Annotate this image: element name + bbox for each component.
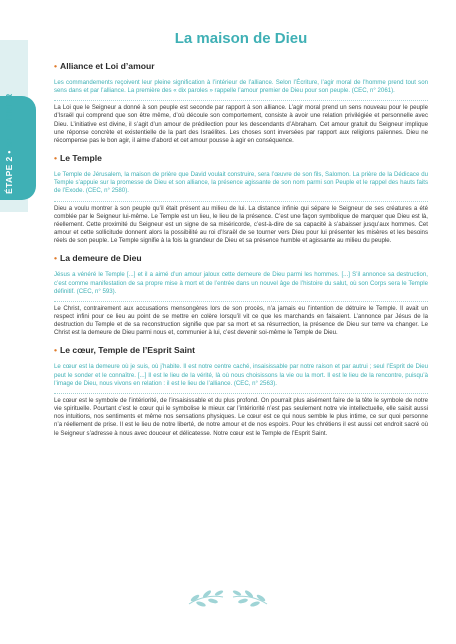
side-tab-label [4,93,14,194]
page-content [54,26,428,444]
bullet-icon: • [54,153,58,164]
section-heading: • La demeure de Dieu [54,253,142,264]
bullet-icon: • [54,61,58,71]
section-quote: Les commandements reçoivent leur pleine signification à l’intérieur de l’alliance. Selon l’Écriture, l’agir moral de l’homme prend tout son sens dans et par l’alliance. La première des « dix paroles » rappelle l’amour premier de Dieu pour son peuple. (CEC, n° 2061). [54,79,428,95]
section-temple [54,153,428,245]
section-demeure [54,253,428,337]
bullet-icon: • [54,345,58,356]
section-body: Dieu a voulu montrer à son peuple qu’il était présent au milieu de lui. La distance infinie qui sépare le Seigneur de ses créatures a été comblée par le Seigneur lui-même. Le Temple est un lieu, le lieu de la présence. C’est une façon symbolique de marquer que Dieu est là, réellement. Cette proximité du Seigneur est un signe de sa miséricorde, c’est-à-dire de sa capacité à s’abaisser jusqu’aux hommes. Cet amour et cette sollicitude donnent alors la possibilité au roi d’Israël de se tourner vers Dieu pour lui présenter les misères et les besoins réels de son peuple. Le Temple signifie à la fois la grandeur de Dieu et sa présence humble et agissante au milieu du peuple. [54,204,428,245]
section-heading: • Alliance et Loi d’amour [54,61,155,71]
page-title: La maison de Dieu [174,30,308,47]
section-body: Le Christ, contrairement aux accusations mensongères lors de son procès, n’a jamais eu l’intention de détruire le Temple. Il avait un respect infini pour ce lieu au point de se mettre en colère lorsqu’il vit ce que les marchands en faisaient. L’annonce par Jésus de la destruction du Temple et de sa reconstruction signifie que par sa mort et sa résurrection, la présence de Dieu sur terre va changer. Le Christ est la demeure de Dieu parmi nous et, communier à lui, c’est devenir soi-même le Temple de Dieu. [54,304,428,337]
olive-branch-icon [183,586,273,608]
dotted-divider [54,393,428,394]
side-tab-subtitle: SE FORMER [4,93,14,148]
section-body: Le cœur est le symbole de l’intériorité, de l’insaisissable et du plus profond. On pourrait plus aisément faire de la tête le symbole de notre vie spirituelle. Pourtant c’est le cœur qui le symbolise le mieux car l’intériorité n’est pas seulement notre vie intellectuelle, elle saisit aussi nos intuitions, nos sentiments et même nos sensations physiques. Le cœur est ce qui nous semble le plus intime, ce sur quoi personne n’a réellement de prise. Il est le lieu de notre liberté, de notre amour et de nos espoirs. Pour les chrétiens il est aussi cet endroit sacré où le Seigneur s’adresse à nous avec douceur et délicatesse. Notre cœur est le Temple de l’Esprit Saint. [54,396,428,437]
section-heading: • Le Temple [54,153,102,164]
section-quote: Le Temple de Jérusalem, la maison de prière que David voulait construire, sera l’œuvre de son fils, Salomon. La prière de la Dédicace du Temple s’appuie sur la promesse de Dieu et son alliance, la présence agissante de son nom parmi son Peuple et le rappel des hauts faits de l’Exode. (CEC, n° 2580). [54,171,428,195]
dotted-divider [54,201,428,202]
dotted-divider [54,301,428,302]
section-body: La Loi que le Seigneur a donné à son peuple est seconde par rapport à son alliance. L’agir moral prend un sens nouveau pour le peuple d’Israël qui comprend que son être même, d’où découle son comportement, consiste à avoir une relation privilégiée et personnelle avec Dieu. L’initiative est divine, il s’agit d’un amour de prédilection pour les descendants d’Abraham. Cet amour gratuit du Seigneur implique une réponse concrète et existentielle de la part des Israélites. Les choses sont inversées par rapport aux religions païennes. Dieu ne récompense pas le bon agir, il aime d’abord et cet amour pousse à agir en conséquence. [54,104,428,144]
section-heading: • Le cœur, Temple de l’Esprit Saint [54,345,195,356]
section-coeur [54,345,428,437]
section-quote: Le cœur est la demeure où je suis, où j’habite. Il est notre centre caché, insaisissable par notre raison et par autrui ; seul l’Esprit de Dieu peut le sonder et le connaître. [...] Il est le lieu de la vérité, là où nous choisissons la vie ou la mort. Il est le lieu de la rencontre, puisqu’à l’image de Dieu, nous vivons en relation : il est le lieu de l’alliance. (CEC, n° 2563). [54,363,428,387]
section-quote: Jésus a vénéré le Temple [...] et il a aimé d’un amour jaloux cette demeure de Dieu parmi les hommes. [...] S’il annonce sa destruction, c’est comme manifestation de sa propre mise à mort et de l’entrée dans un nouvel âge de l’histoire du salut, où son Corps sera le Temple définitif. (CEC, n° 593). [54,271,428,295]
bullet-icon: • [54,253,58,264]
section-alliance [54,61,428,145]
ornament [0,586,456,613]
side-tab-separator: • [4,147,14,157]
dotted-divider [54,100,428,101]
side-tab-step: ÉTAPE 2 [4,156,14,194]
